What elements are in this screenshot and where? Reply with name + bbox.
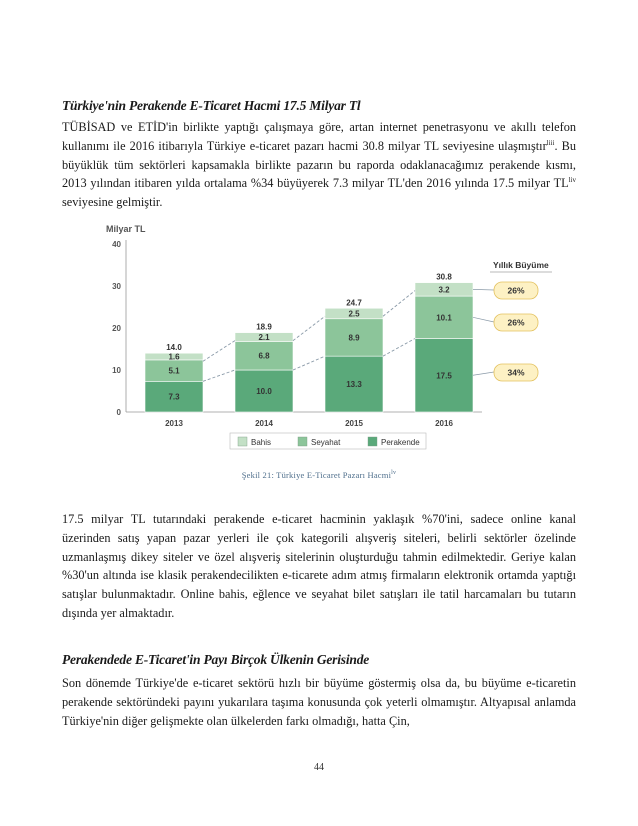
y-tick-label: 10 xyxy=(112,366,121,375)
growth-value-perakende: 34% xyxy=(507,367,525,378)
data-label-seyahat-2015: 8.9 xyxy=(348,333,360,343)
body-paragraph-retail-share: 17.5 milyar TL tutarındaki perakende e-ticaret hacminin yaklaşık %70'ini, sadece online kanal üzerinden satış yapan pazar yerleri ile çok kategorili alışveriş siteleri, belirli sektörler özelinde uzmanlaşmış dikey siteler ve özel alışveriş sitelerinin oluşturduğu tahmin edilmektedir. Geriye kalan %30'un altında ise klasik perakendecilikten e-ticarete adım atmış firmaların elektronik ortamda yaptığı satışlar bulunmaktadır. Online bahis, eğlence ve seyahat bilet satışları ile tatil harcamaları bu tutarın dışında yer almaktadır. xyxy=(62,512,576,620)
growth-connector-total xyxy=(293,316,325,340)
legend-swatch-bahis xyxy=(238,437,247,446)
figure-caption-text: Şekil 21: Türkiye E-Ticaret Pazarı Hacmi xyxy=(241,470,392,480)
figure-caption xyxy=(0,470,638,480)
x-tick-label-2013: 2013 xyxy=(165,419,183,428)
paragraph-text-b: . Bu büyüklük tüm sektörleri kapsamakla birlikte pazarın bu raporda odaklanacağımız perakende kısmı, 2013 yılından itibaren yılda ortalama %34 büyüyerek 7.3 milyar TL'den 2016 yılında 17.5 milyar TL xyxy=(62,138,577,191)
growth-value-bahis: 26% xyxy=(507,285,525,296)
growth-connector-retail xyxy=(383,339,415,357)
total-label-2014: 18.9 xyxy=(256,322,272,332)
data-label-perakende-2013: 7.3 xyxy=(168,392,180,402)
data-label-bahis-2016: 3.2 xyxy=(438,285,450,295)
data-label-perakende-2014: 10.0 xyxy=(256,387,272,396)
page-number: 44 xyxy=(314,762,324,773)
growth-connector-retail xyxy=(203,370,235,381)
legend-swatch-perakende xyxy=(368,437,377,446)
y-unit-label: Milyar TL xyxy=(106,224,146,234)
growth-connector-retail xyxy=(293,356,325,370)
y-tick-label: 40 xyxy=(112,240,121,249)
data-label-seyahat-2016: 10.1 xyxy=(436,313,452,323)
growth-value-seyahat: 26% xyxy=(507,317,525,328)
data-label-perakende-2015: 13.3 xyxy=(346,380,362,390)
data-label-bahis-2013: 1.6 xyxy=(168,352,180,362)
total-label-2015: 24.7 xyxy=(346,298,362,308)
body-paragraph-growth: Son dönemde Türkiye'de e-ticaret sektörü hızlı bir büyüme göstermiş olsa da, bu büyüme e-ticaretin perakende sektöründeki payını yukarılara taşıma konusunda çok yeterli olmamıştır. Altyapısal anlamda Türkiye'nin diğer gelişmekte olan ülkelerden farkı olmadığı, hatta Çin, xyxy=(62,676,576,728)
x-tick-label-2016: 2016 xyxy=(435,419,453,428)
ecommerce-volume-chart xyxy=(90,220,560,470)
data-label-bahis-2015: 2.5 xyxy=(348,309,360,319)
y-tick-label: 30 xyxy=(112,282,121,291)
data-label-bahis-2014: 2.1 xyxy=(258,333,270,343)
y-tick-label: 0 xyxy=(116,408,121,417)
legend-label-seyahat: Seyahat xyxy=(311,438,341,447)
legend-swatch-seyahat xyxy=(298,437,307,446)
legend-label-perakende: Perakende xyxy=(381,438,420,447)
total-label-2016: 30.8 xyxy=(436,272,452,282)
section-heading-retail-share: Perakendede E-Ticaret'in Payı Birçok Ülkenin Gerisinde xyxy=(62,652,370,667)
section-heading-ecommerce-volume: Türkiye'nin Perakende E-Ticaret Hacmi 17.5 Milyar Tl xyxy=(62,98,361,113)
data-label-seyahat-2013: 5.1 xyxy=(168,366,180,376)
y-tick-label: 20 xyxy=(112,324,121,333)
legend-label-bahis: Bahis xyxy=(251,438,272,447)
paragraph-text-a: TÜBİSAD ve ETİD'in birlikte yaptığı çalışmaya göre, artan internet penetrasyonu ve akıllı telefon kullanımı ile 2016 itibarıyla Türkiye e-ticaret pazarı hacmi 30.8 milyar TL seviyesine ulaşmıştır xyxy=(62,120,576,153)
growth-connector-total xyxy=(203,341,235,362)
growth-title: Yıllık Büyüme xyxy=(493,260,549,270)
footnote-ref-liii: liii xyxy=(546,138,555,147)
footnote-ref-liv: liv xyxy=(568,176,576,185)
body-paragraph-market-size xyxy=(62,118,576,212)
growth-pointer-seyahat xyxy=(473,317,494,322)
growth-pointer-bahis xyxy=(473,289,494,290)
total-label-2013: 14.0 xyxy=(166,343,182,353)
data-label-perakende-2016: 17.5 xyxy=(436,371,452,381)
chart-canvas xyxy=(90,220,560,470)
x-tick-label-2014: 2014 xyxy=(255,419,273,428)
data-label-seyahat-2014: 6.8 xyxy=(258,351,270,361)
growth-pointer-perakende xyxy=(473,372,494,375)
growth-connector-total xyxy=(383,291,415,317)
x-tick-label-2015: 2015 xyxy=(345,419,363,428)
figure-caption-footnote: lv xyxy=(391,470,397,477)
paragraph-text-c: seviyesine gelmiştir. xyxy=(62,195,163,210)
